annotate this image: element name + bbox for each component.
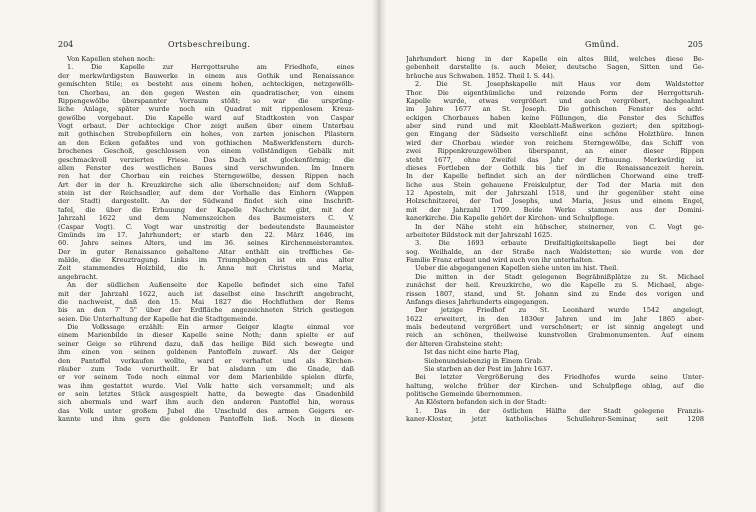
- text-line: gewölbe vorgebaut. Die Kapelle ward auf Stadtkosten von Caspar: [58, 113, 354, 122]
- text-line: In der Kapelle befindet sich an der nördlichen Chorwand eine treff-: [406, 172, 704, 181]
- text-line: 1622 erweitert, in den 1830er Jahren und im Jahr 1865 aber-: [406, 314, 704, 323]
- text-line: kaner-Kloster, jetzt katholisches Schullehrer-Seminar, seit 1208: [406, 415, 704, 424]
- text-line: kanerkirche. Die Kapelle gehört der Kirchen- und Schulpflege.: [406, 214, 615, 223]
- text-line: er sein letztes Stück ausgespielt hatte, da bewegte das Gnadenbild: [58, 390, 354, 398]
- text-line: geschmackvoll verzierten Friese. Das Dach ist glockenförmig; die: [58, 155, 354, 164]
- text-line: den Pantoffel verkaufen wollte, ward er verhaftet und als Kirchen-: [58, 356, 354, 365]
- text-line: eckigen Chorbaues haben keine Füllungen, die Fenster des Schiffes: [406, 113, 704, 122]
- text-line: Bei letzter Vergrößerung des Friedhofes wurde seine Unter-: [415, 373, 704, 382]
- page-number: 205: [687, 40, 703, 49]
- text-line: brochenes Geschoß, geschlossen von einem vollständigen Gebälk mit: [58, 147, 354, 156]
- text-line: Der in guter Renaissance gehaltene Altar enthält ein treffliches Ge-: [58, 247, 354, 256]
- text-line: ten Chorbau, an den gegen Westen ein quadratischer, von einem: [58, 88, 354, 97]
- left-page: [0, 0, 377, 512]
- text-line: stein ist der Reichsadler, auf dem der Vorhalle das Einhorn (Wappen: [58, 189, 354, 197]
- text-line: Ueber die abgegangenen Kapellen siehe unten im hist. Theil.: [415, 264, 619, 273]
- right-body-text: [406, 55, 704, 424]
- text-line: sog. Weilhalde, an der Straße nach Waldstetten; sie wurde von der: [406, 247, 704, 256]
- text-line: Ist das nicht eine harte Plag,: [424, 348, 520, 357]
- text-line: rissen 1807, stand, und St. Johann sind zu Ende des vorigen und: [406, 289, 704, 298]
- text-line: der älteren Grabsteine steht:: [406, 339, 503, 348]
- right-running-head: [407, 38, 703, 52]
- text-line: die nachweist, daß den 15. Mai 1827 die Hochfluthen der Rems: [58, 297, 354, 306]
- text-line: (Caspar Vogt). C. Vogt war unstreitig der bedeutendste Baumeister: [58, 222, 354, 231]
- text-line: mälde, die Kreuztragung. Links im Triumphbogen ist ein aus alter: [58, 256, 354, 264]
- text-line: Zeit stammendes Holzbild, die h. Anna mit Christus und Maria,: [58, 264, 354, 273]
- text-line: liche Anlage, später wurde noch ein Quadrat mit rippenlosem Kreuz-: [58, 105, 354, 114]
- text-line: der Stadt) dargestellt. An der Südwand findet sich eine Inschrift-: [58, 197, 354, 206]
- text-line: politische Gemeinde übernommen.: [406, 390, 523, 398]
- text-line: Sie starben an der Pest im Jahre 1637.: [424, 364, 553, 373]
- text-line: Art der in der h. Kreuzkirche sich alle überschneiden; auf dem Schluß-: [58, 180, 354, 189]
- text-line: zwei Rippenkreuzgewölben überspannt, an einer dieser Rippen: [406, 147, 704, 156]
- text-line: Gmünds im 17. Jahrhundert; er starb den 22. März 1646, im: [58, 230, 354, 239]
- text-line: das Volk unter großem Jubel die Unschuld des armen Geigers er-: [58, 406, 354, 415]
- text-line: gebenheit darstellte (s. auch Meier, deutsche Sagen, Sitten und Ge-: [406, 63, 704, 72]
- text-line: Die mitten in der Stadt gelegenen Begräbnißplätze zu St. Michael: [415, 272, 704, 281]
- text-line: arbeiteter Bildstock mit der Jahrszahl 1625.: [406, 230, 553, 239]
- book-gutter: [372, 0, 386, 512]
- text-line: In der Nähe steht ein hübscher, steinerner, von C. Vogt ge-: [415, 222, 704, 231]
- text-line: dieses Fortleben der Gothik bis tief in die Renaissancezeit herein.: [406, 163, 704, 172]
- running-title: Ortsbeschreibung.: [168, 40, 251, 49]
- text-line: 12 Aposteln, mit der Jahrszahl 1518, und ihr gegenüber steht eine: [406, 189, 704, 197]
- text-line: reich an schönen, theilweise kunstvollen Grabmonumenten. Auf einem: [406, 331, 704, 340]
- text-line: ren hat der Chorbau ein reiches Sterngewölbe, dessen Rippen nach: [58, 172, 354, 181]
- text-line: 60. Jahre seines Alters, und im 36. seines Kirchenmeisteramtes.: [58, 239, 354, 248]
- text-line: angebracht.: [58, 272, 99, 281]
- text-line: Familie Franz erbaut und wird auch von ihr unterhalten.: [406, 256, 595, 264]
- text-line: wird der Chorbau wieder von reichem Sterngewölbe, das Schiff von: [406, 138, 704, 147]
- page-number: 204: [58, 40, 74, 49]
- text-line: Kapelle wurde, etwas vergrößert und auch vergröbert, nachgeahmt: [406, 96, 704, 105]
- text-line: zunächst der heil. Kreuzkirche, wo die Kapelle zu S. Michael, abge-: [406, 281, 704, 290]
- text-line: Vogt erbaut. Der achteckige Chor zeigt außen über einem Unterbau: [58, 122, 354, 130]
- text-line: bräuche aus Schwaben. 1852. Theil I. S. 44).: [406, 71, 555, 80]
- text-line: mit der Jahrzahl 1622, auch ist daselbst eine Inschrift angebracht,: [58, 289, 354, 298]
- text-line: An der südlichen Außenseite der Kapelle befindet sich eine Tafel: [67, 281, 354, 290]
- text-line: mit der Jahrzahl 1709. Beide Werke stammen aus der Domini-: [406, 205, 704, 214]
- text-line: gemischten Stile; es besteht aus einem hohen, achteckigen, netzgewölb-: [58, 80, 354, 89]
- text-line: aber sind rund und mit Kleeblatt-Maßwerken geziert; den spitzbogi-: [406, 122, 704, 130]
- text-line: steht 1677, ohne Zweifel das Jahr der Erbauung. Merkwürdig ist: [406, 155, 704, 164]
- text-line: haltung, welche früher der Kirchen- und Schulpflege oblag, auf die: [406, 381, 704, 390]
- text-line: gen Eingang der Südseite verschließt eine schöne Holzthüre. Innen: [406, 130, 704, 139]
- text-line: mals bedeutend vergrößert und verschönert; er ist sinnig angelegt und: [406, 323, 704, 331]
- text-line: Holzschnitzerei, der Tod Josephs, und Maria, Jesus und einem Engel,: [406, 197, 704, 206]
- text-line: kannte und ihm gern die goldenen Pantoffeln ließ. Noch in diesem: [58, 415, 354, 424]
- text-line: An Klöstern befanden sich in der Stadt:: [415, 398, 547, 407]
- text-line: Der jetzige Friedhof zu St. Leonhard wurde 1542 angelegt,: [415, 306, 704, 315]
- text-line: liche aus Stein gehauene Freiskulptur, der Tod der Maria mit den: [406, 180, 704, 189]
- text-line: Von Kapellen stehen noch:: [67, 55, 156, 63]
- running-title: Gmünd.: [585, 40, 620, 49]
- text-line: Thor. Die eigenthümliche und reizende Form der Herrgottsruh-: [406, 88, 704, 97]
- text-line: 1. Das in der östlichen Hälfte der Stadt gelegene Franzis-: [415, 406, 704, 415]
- text-line: Anfangs dieses Jahrhunderts eingegangen.: [406, 297, 549, 306]
- text-line: bis an den 7' 5" über der Erdfläche angezeichneten Strich gestiegen: [58, 306, 354, 315]
- text-line: allen Fenster des westlichen Baues sind verschwunden. Im Innern: [58, 163, 354, 172]
- text-line: Jahrzahl 1622 und dem Namenszeichen des Baumeisters C. V.: [58, 214, 354, 223]
- text-line: 2. Die St. Josephskapelle mit Haus vor dem Waldstetter: [415, 80, 704, 89]
- text-line: seien. Die Unterhaltung der Kapelle hat die Stadtgemeinde.: [58, 314, 258, 323]
- text-line: im Jahre 1677 an St. Joseph. Die gothischen Fenster des acht-: [406, 105, 704, 114]
- text-line: seiner Geige so rührend dazu, daß das heilige Bild sich bewegte und: [58, 339, 354, 348]
- text-line: an den Ecken gefaßtes und von gothischen Maßwerkfenstern durch-: [58, 138, 354, 147]
- text-line: Rippengewölbe überspannter Vorraum stößt; so war die ursprüng-: [58, 96, 354, 105]
- left-running-head: [58, 38, 354, 52]
- text-line: Jahrhundert hieng in der Kapelle ein altes Bild, welches diese Be-: [406, 55, 704, 63]
- text-line: ihm einen von seinen goldenen Pantoffeln zuwarf. Als der Geiger: [58, 348, 354, 357]
- text-line: Die Volkssage erzählt: Ein armer Geiger klagte einmal vor: [67, 323, 354, 331]
- text-line: der merkwürdigsten Bauwerke in einem aus Gothik und Renaissance: [58, 71, 354, 80]
- right-page: [379, 0, 756, 512]
- text-line: sich abermals und warf ihm auch den anderen Pantoffel hin, woraus: [58, 398, 354, 407]
- text-line: einem Marienbilde in dieser Kapelle seine Noth; dann spielte er auf: [58, 331, 354, 340]
- text-line: er vor seinem Tode noch einmal vor dem Marienbilde spielen dürfe,: [58, 373, 354, 382]
- text-line: 1. Die Kapelle zur Herrgottsruhe am Friedhofe, eines: [67, 63, 354, 72]
- text-line: was ihm gestattet wurde. Viel Volk hatte sich versammelt; und als: [58, 381, 354, 390]
- left-body-text: [58, 55, 354, 424]
- text-line: mit gothischen Strebepfeilern ein hohes, von zarten jonischen Pilastern: [58, 130, 354, 139]
- text-line: 3. Die 1693 erbaute Dreifaltigkeitskapelle liegt bei der: [415, 239, 704, 248]
- text-line: tafel, die über die Erbauung der Kapelle Nachricht gibt, mit der: [58, 205, 354, 214]
- text-line: räuber zum Tode verurtheilt. Er bat alsdann um die Gnade, daß: [58, 364, 354, 373]
- text-line: Siebenundsiebenzig in Einem Grab.: [424, 356, 543, 365]
